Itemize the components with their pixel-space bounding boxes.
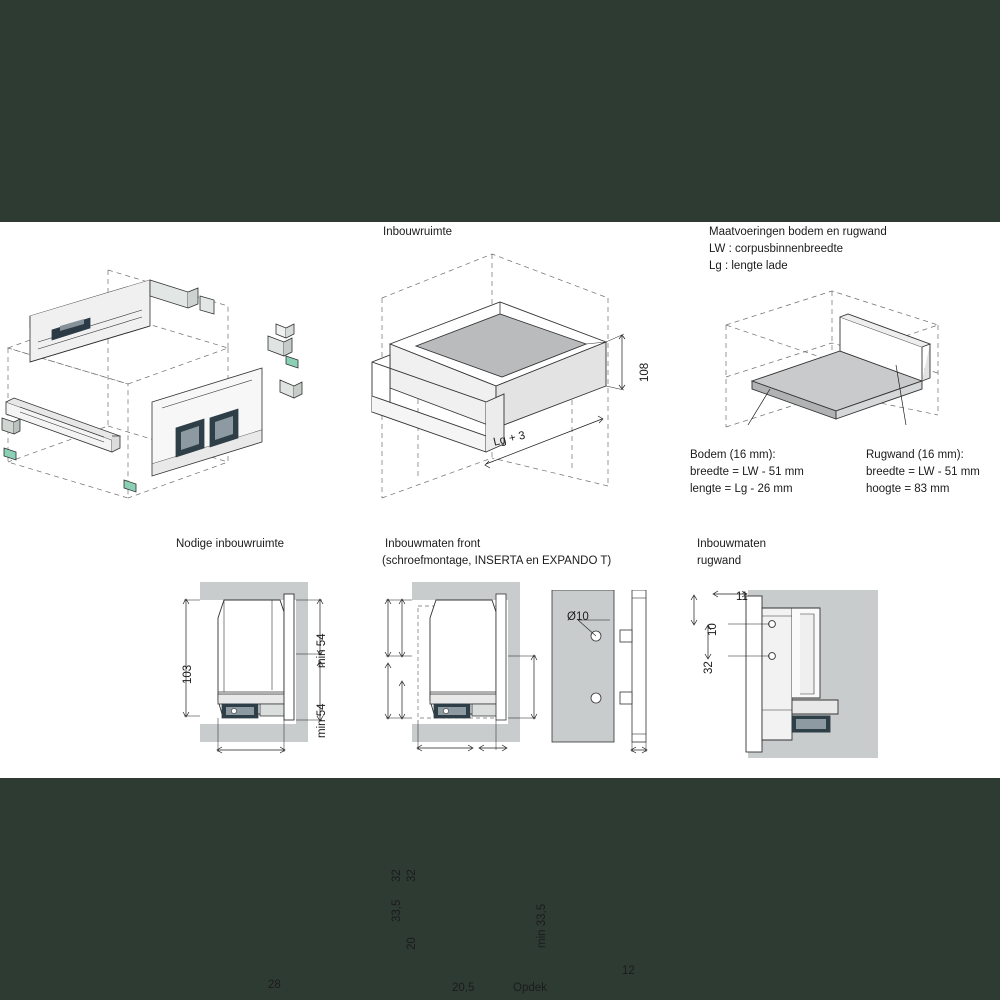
dim-lg-plus-3: Lg + 3 [492,429,527,449]
legend-lw: LW : corpusbinnenbreedte [709,243,844,255]
title-maatvoeringen: Maatvoeringen bodem en rugwand [709,226,887,238]
title-inbouwmaten-front: Inbouwmaten front [385,538,481,550]
label-bodem-title: Bodem (16 mm): [690,449,776,461]
title-inbouwruimte: Inbouwruimte [383,226,453,238]
figure-inbouwmaten-front [372,582,562,757]
dim-103: 103 [182,664,194,684]
label-rugwand-breedte: breedte = LW - 51 mm [866,466,980,478]
dim-11: 11 [736,591,748,603]
drawing-sheet [0,222,1000,994]
dim-32-inner: 32 [406,869,418,882]
label-rugwand-title: Rugwand (16 mm): [866,449,964,461]
dim-28: 28 [268,979,281,991]
title-nodige-inbouwruimte: Nodige inbouwruimte [176,538,285,550]
dim-20: 20 [406,937,418,950]
dim-32-rugwand: 32 [703,661,715,674]
dim-205: 20,5 [452,982,475,994]
dim-min54-top: min 54 [316,633,328,668]
title-inbouwmaten-rugwand-2: rugwand [697,555,742,567]
dim-335: 33,5 [391,899,403,922]
label-rugwand-hoogte: hoogte = 83 mm [866,483,950,495]
dim-min335: min 33,5 [536,903,548,948]
figure-inbouwruimte [360,236,660,506]
subtitle-inbouwmaten-front: (schroefmontage, INSERTA en EXPANDO T) [382,555,612,567]
dim-108: 108 [639,362,651,382]
label-bodem-breedte: breedte = LW - 51 mm [690,466,804,478]
dim-12: 12 [622,965,635,977]
figure-bodem-rugwand [700,277,990,467]
figure-inbouwmaten-rugwand [688,590,878,760]
label-bodem-lengte: lengte = Lg - 26 mm [690,483,793,495]
dim-opdek: Opdek [513,982,547,994]
dim-32-outer: 32 [391,869,403,882]
dim-min54-bottom: min 54 [316,703,328,738]
figure-exploded-runners [0,252,320,502]
dim-10: 10 [707,623,719,636]
legend-lg: Lg : lengte lade [709,260,788,272]
dim-hole-d10: Ø10 [567,611,589,623]
title-inbouwmaten-rugwand-1: Inbouwmaten [697,538,767,550]
